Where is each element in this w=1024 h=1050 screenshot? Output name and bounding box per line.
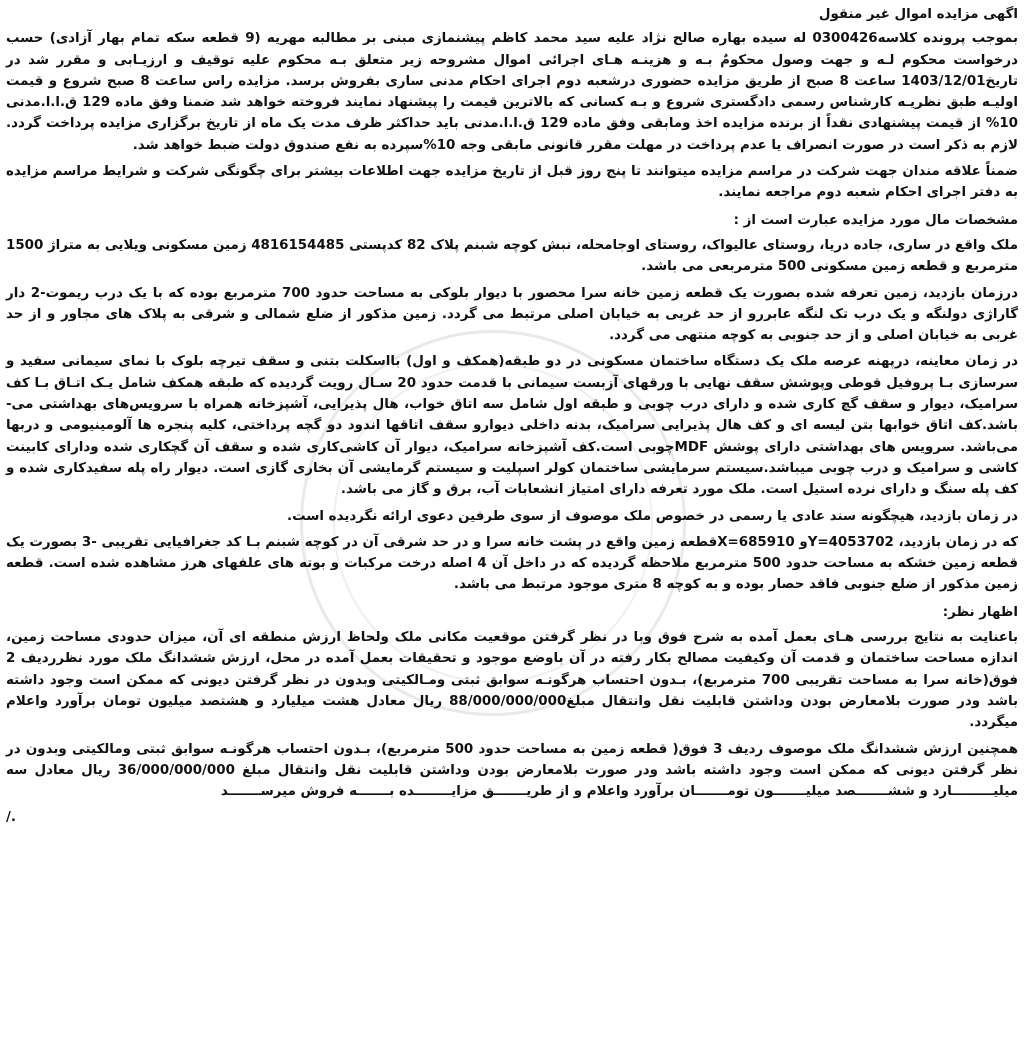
closing-mark: /.: [6, 810, 16, 826]
paragraph-no-deed: در زمان بازدید، هیچگونه سند عادی یا رسمی در خصوص ملک موصوف از سوی طرفین دعوی ارائه نگردیده است.: [287, 508, 1018, 524]
paragraph-property-location: ملک واقع در ساری، جاده دریا، روستای عالیواک، روستای اوجامحله، نبش کوچه شبنم پلاک 82 کدپستی 4816154485 زمین مسکونی ویلایی به متراژ 1500 مترمربع و قطعه زمین مسکونی 500 مترمربعی می باشد.: [6, 237, 1018, 275]
paragraph-valuation-row-2: باعنایت به نتایج بررسی هـای بعمل آمده به شرح فوق وبا در نظر گرفتن موقعیت مکانی ملک ولحاظ ارزش منطقه ای آن، میزان حدودی مساحت زمین، اندازه مساحت ساختمان و قدمت آن وکیفیت مصالح بکار رفته در آن باوضع موجود و تحقیقات بعمل آمده در محل، ارزش ششدانگ ملک مورد نظرردیف 2 فوق(خانه سرا به مساحت تقریبی 700 مترمربع)، بـدون احتساب هرگونـه سوابق ثبتی ومـالکیتی وبدون در نظر گرفتن دیونی که ممکن است وجود داشته باشد ودر صورت بلامعارض بودن وداشتن قابلیت نقل وانتقال مبلغ88/000/000/000 ریال معادل هشت میلیارد و هشتصد میلیون تومان برآورد واعلام میگردد.: [6, 630, 1019, 731]
document-title: اگهی مزایده اموال غیر منقول: [818, 7, 1018, 22]
paragraph-property-spec-heading: مشخصات مال مورد مزایده عبارت است از :: [733, 212, 1018, 228]
paragraph-land-description: درزمان بازدید، زمین تعرفه شده بصورت یک قطعه زمین خانه سرا محصور با دیوار بلوکی به مساحت حدود 700 مترمربع بوده که با یک درب ریموت-2 دار گاراژی دولنگه و یک درب تک لنگه عابررو از حد غربی به خیابان اصلی مرتبط می گردد. زمین مذکور از ضلع شمالی و شرقی به پلاک های مجاور و از حد غربی به خیابان اصلی و از حد جنوبی به کوچه منتهی می گردد.: [6, 285, 1018, 344]
paragraph-building-description: در زمان معاینه، درپهنه عرصه ملک یک دستگاه ساختمان مسکونی در دو طبقه(همکف و اول) بااسکلت بتنی و سقف تیرچه بلوک با نمای سیمانی سفید و سرسازی بـا پروفیل قوطی وپوشش سقف نهایی با ورقهای آزبست سیمانی با قدمت حدود 20 سـال رویت گردیده که طبقه همکف شامل یـک اتـاق بـا کف سرامیک، دیوار و سقف گچ کاری شده و دارای درب چوبی و طبقه اول شامل سه اتاق خواب، هال پذیرایی، آشپزخانه همراه با سرویس‌های بهداشتی می-باشد.کف اتاق خوابها بتن لیسه ای و کف هال پذیرایی سرامیک، بدنه داخلی دیوارو سقف اتاقها اندود دو گچه پرداختی، کلیه پنجره ها آلومینیومی و دربها می‌باشد. سرویس های بهداشتی دارای پوشش MDFچوبی است.کف آشپزخانه سرامیک، دیوار آن کاشی‌کاری شده و سقف آن گچکاری شده ودارای کابینت کاشی و سرامیک و درب چوبی میباشد.سیستم سرمایشی ساختمان کولر اسپلیت و سیستم گرمایشی آن بخاری گازی است. دیوار راه پله سفیدکاری شده و کف پله سنگ و دارای نرده استیل است. ملک مورد تعرفه دارای امتیاز انشعابات آب، برق و گاز می باشد.: [6, 354, 1019, 498]
paragraph-case-details: بموجب پرونده کلاسه0300426 له سیده بهاره صالح نژاد علیه سید محمد کاظم پیشنمازی مبنی بر مطالبه مهریه (9 قطعه سکه تمام بهار آزادی) حسب درخواست محکوم لـه و جهت وصول محکومٌ بـه و هزینـه هـای اجرائی اموال مشروحه زیر متعلق بـه محکوم علیه توقیف و ارزیـابی و مقرر شد در تاریخ1403/12/01 ساعت 8 صبح از طریق مزایده حضوری درشعبه دوم اجرای احکام مدنی ساری بفروش برسد. مزایده راس ساعت 8 صبح شروع و قیمت اولیـه طبق نظریـه کارشناس رسمی دادگستری شروع و بـه کسانی که بالاترین قیمت را پیشنهاد نمایند فروخته خواهد شد ضمنا وفق ماده 129 ق.ا.ا.مدنی 10% از قیمت پیشنهادی نقداً از برنده مزایده اخذ ومابقی وفق ماده 129 ق.ا.ا.مدنی باید حداکثر ظرف مدت یک ماه از تاریخ برگزاری مزایده پرداخت گردد. لازم به ذکر است در صورت انصراف یا عدم پرداخت در مهلت مقرر قانونی مابقی وجه 10%سپرده به نفع صندوق دولت ضبط خواهد شد.: [6, 31, 1018, 153]
paragraph-participation-info: ضمناً علاقه مندان جهت شرکت در مراسم مزایده میتوانند تا پنج روز قبل از تاریخ مزایده جهت اطلاعات بیشتر برای چگونگی شرکت و شرایط مراسم مزایده به دفتر اجرای احکام شعبه دوم مراجعه نمایند.: [6, 164, 1018, 201]
paragraph-valuation-row-3: همچنین ارزش ششدانگ ملک موصوف ردیف 3 فوق( قطعه زمین به مساحت حدود 500 مترمربع)، بـدون احتساب هرگونـه سوابق ثبتی ومالکیتی وبدون در نظر گرفتن دیونی که ممکن است وجود داشته باشد ودر صورت بلامعارض بودن وداشتن قابلیت نقل وانتقال مبلغ 36/000/000/000 ریال معادل سه میلیـــــــــارد و ششـــــــصد میلیـــــــون تومـــــــان برآورد واعلام و از طریـــــــق مزایــــــــده بـــــــه فروش میرســـــــد: [6, 741, 1019, 800]
auction-notice-document: [6, 4, 1018, 829]
opinion-heading: اظهار نظر:: [942, 604, 1018, 620]
paragraph-second-plot: که در زمان بازدید، Y=4053702و X=685910قطعه زمین واقع در پشت خانه سرا و در حد شرقی آن در کوچه شبنم بـا کد جغرافیایی تقریبی -3 بصورت یک قطعه زمین خشکه به مساحت حدود 500 مترمربع ملاحظه گردیده که در داخل آن 4 اصله درخت مرکبات و بوته های علفهای هرز مشاهده شده است. قطعه زمین مذکور از ضلع جنوبی فاقد حصار بوده و به کوچه 8 متری موجود مرتبط می باشد.: [6, 534, 1018, 593]
